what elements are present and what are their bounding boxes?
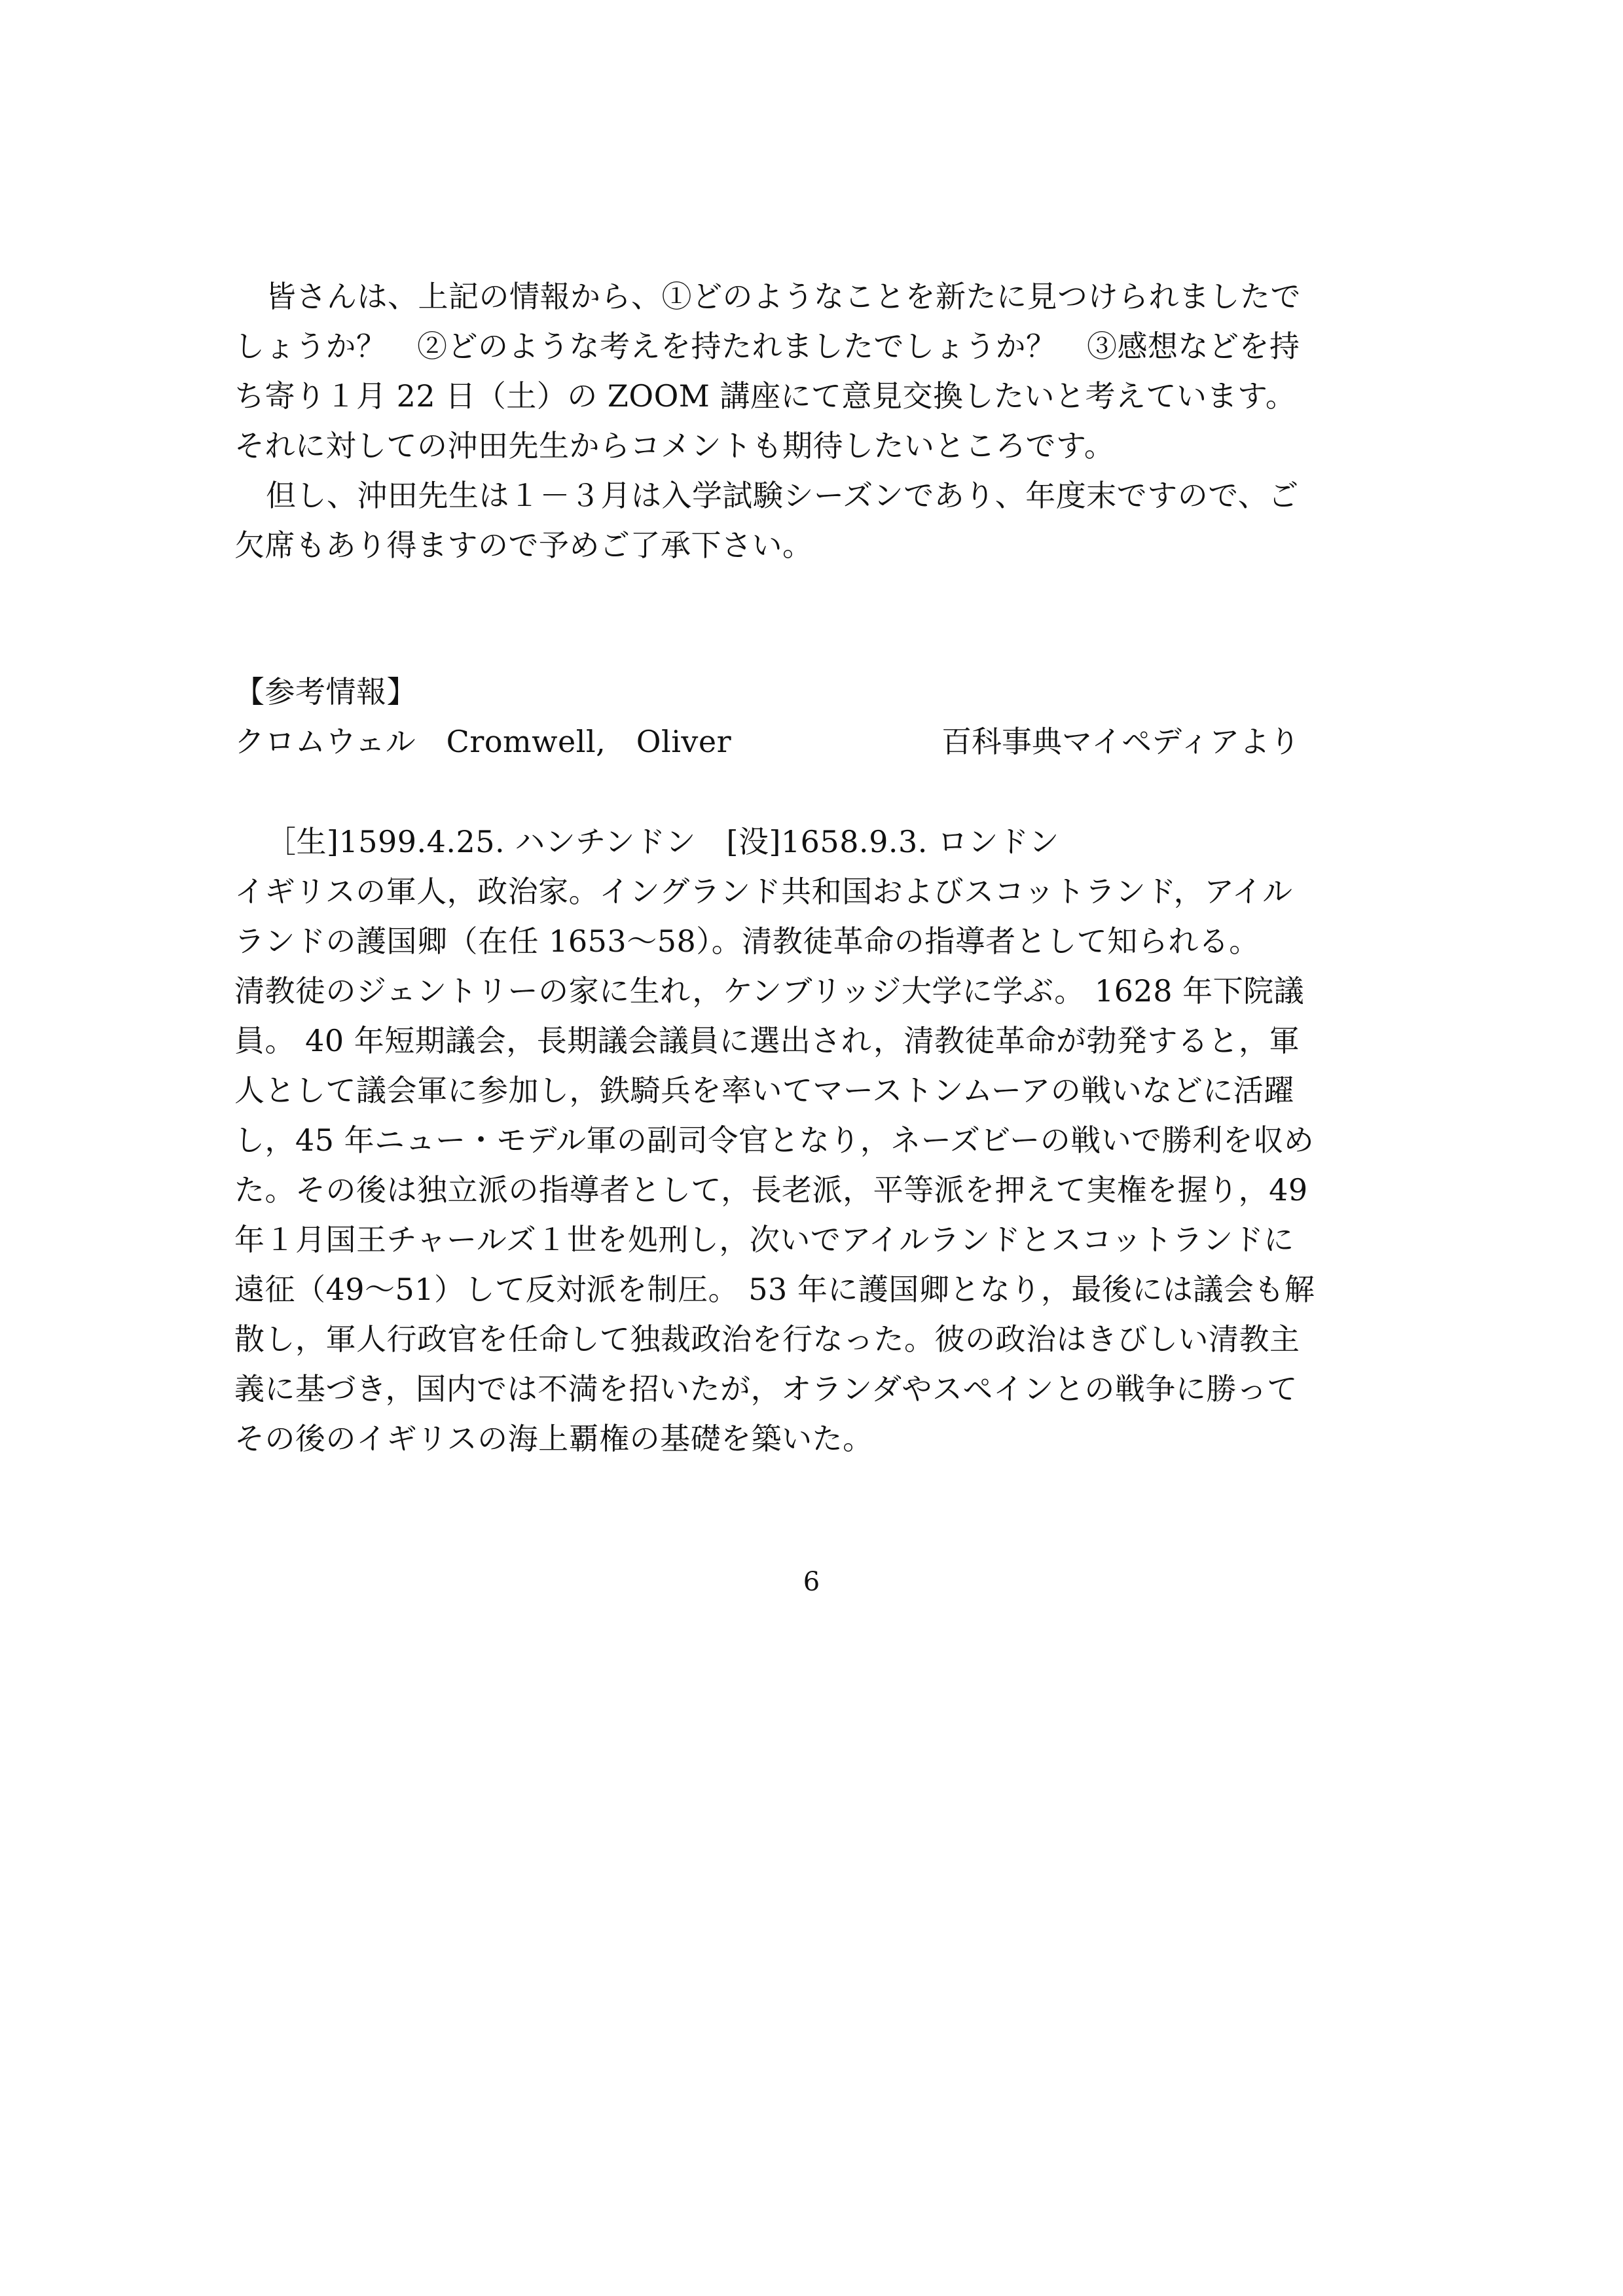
intro-line-2: しょうか？ ②どのような考えを持たれましたでしょうか？ ③感想などを持 (234, 329, 1300, 364)
entry-title: クロムウェル Cromwell, Oliver (234, 724, 732, 759)
body-line-9: 遠征（49～51）して反対派を制圧。 53 年に護国卿となり，最後には議会も解 (234, 1272, 1315, 1307)
intro-line-4: それに対しての沖田先生からコメントも期待したいところです。 (234, 428, 1115, 463)
body-line-1: イギリスの軍人，政治家。イングランド共和国およびスコットランド，アイル (234, 874, 1293, 909)
body-line-11: 義に基づき，国内では不満を招いたが，オランダやスペインとの戦争に勝って (234, 1371, 1298, 1407)
intro-line-3: ち寄り１月 22 日（土）の ZOOM 講座にて意見交換したいと考えています。 (234, 378, 1296, 414)
entry-source: 百科事典マイペディアより (941, 724, 1300, 759)
body-line-8: 年１月国王チャールズ１世を処刑し，次いでアイルランドとスコットランドに (234, 1222, 1294, 1257)
intro-line-1: 皆さんは、上記の情報から、①どのようなことを新たに見つけられましたで (266, 279, 1301, 314)
body-line-12: その後のイギリスの海上覇権の基礎を築いた。 (234, 1421, 873, 1456)
body-line-7: た。その後は独立派の指導者として，長老派，平等派を押えて実権を握り，49 (234, 1172, 1308, 1208)
body-line-2: ランドの護国卿（在任 1653～58）。清教徒革命の指導者として知られる。 (234, 924, 1260, 959)
birth-death-line: ［生]1599.4.25. ハンチンドン [没]1658.9.3. ロンドン (266, 824, 1059, 859)
reference-heading: 【参考情報】 (234, 674, 417, 709)
body-line-10: 散し，軍人行政官を任命して独裁政治を行なった。彼の政治はきびしい清教主 (234, 1321, 1300, 1357)
page-number: 6 (803, 1567, 820, 1597)
body-line-4: 員。 40 年短期議会，長期議会議員に選出され，清教徒革命が勃発すると，軍 (234, 1023, 1300, 1058)
body-line-3: 清教徒のジェントリーの家に生れ，ケンブリッジ大学に学ぶ。 1628 年下院議 (234, 973, 1305, 1009)
intro-line-6: 欠席もあり得ますので予めご了承下さい。 (234, 528, 813, 563)
body-line-6: し，45 年ニュー・モデル軍の副司令官となり，ネーズビーの戦いで勝利を収め (234, 1122, 1315, 1158)
body-line-5: 人として議会軍に参加し，鉄騎兵を率いてマーストンムーアの戦いなどに活躍 (234, 1073, 1294, 1108)
intro-line-5: 但し、沖田先生は１－３月は入学試験シーズンであり、年度末ですので、ご (266, 478, 1299, 513)
